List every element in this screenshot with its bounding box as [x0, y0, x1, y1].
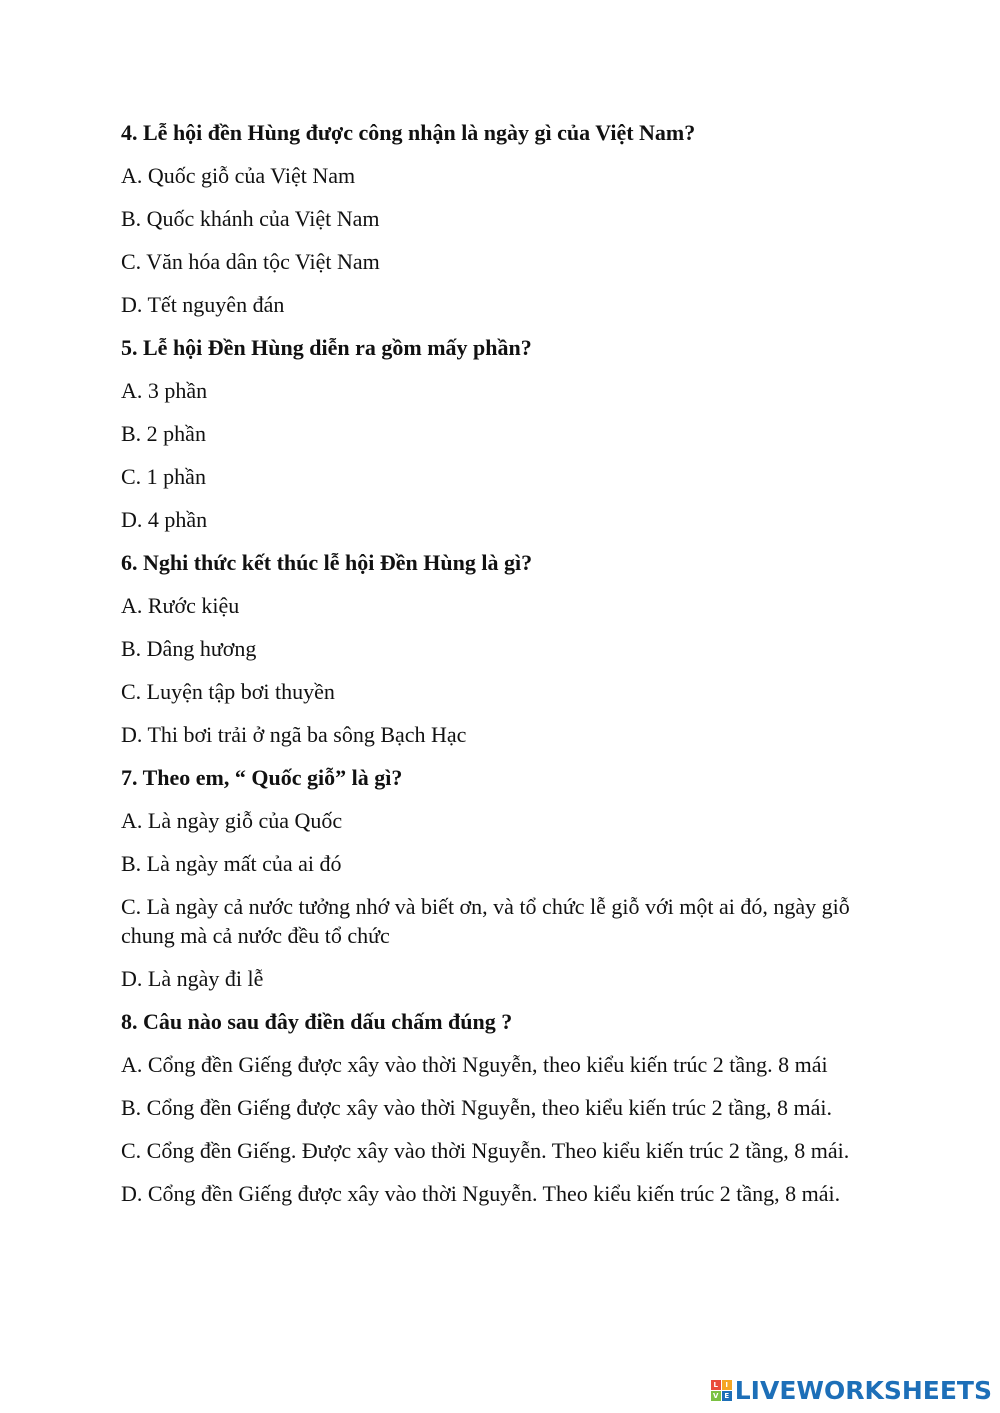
logo-wordmark: LIVEWORKSHEETS: [734, 1375, 992, 1405]
answer-option: B. Quốc khánh của Việt Nam: [121, 206, 380, 231]
answer-option: A. Quốc giỗ của Việt Nam: [121, 163, 356, 188]
logo-tile-i: I: [722, 1380, 732, 1390]
question-5: [121, 333, 901, 534]
answer-option: D. Là ngày đi lễ: [121, 966, 264, 991]
answer-option: C. Văn hóa dân tộc Việt Nam: [121, 249, 380, 274]
answer-option: D. Cổng đền Giếng được xây vào thời Nguyễn. Theo kiểu kiến trúc 2 tầng, 8 mái.: [121, 1181, 841, 1206]
answer-option: C. 1 phần: [121, 464, 206, 489]
question-7: [121, 763, 901, 993]
question-8: [121, 1007, 901, 1208]
question-title: 4. Lễ hội đền Hùng được công nhận là ngày gì của Việt Nam?: [121, 120, 696, 145]
logo-tile-l: L: [711, 1380, 721, 1390]
answer-option: B. 2 phần: [121, 421, 206, 446]
answer-option: D. 4 phần: [121, 507, 208, 532]
question-4: [121, 118, 901, 319]
answer-option: A. Cổng đền Giếng được xây vào thời Nguyễn, theo kiểu kiến trúc 2 tầng. 8 mái: [121, 1052, 828, 1077]
liveworksheets-logo[interactable]: [711, 1375, 992, 1405]
answer-option: A. 3 phần: [121, 378, 208, 403]
logo-tile-e: E: [722, 1391, 732, 1401]
answer-option: A. Rước kiệu: [121, 593, 240, 618]
question-title: 6. Nghi thức kết thúc lễ hội Đền Hùng là gì?: [121, 550, 533, 575]
answer-option: D. Tết nguyên đán: [121, 292, 285, 317]
answer-option: B. Dâng hương: [121, 636, 257, 661]
answer-option: B. Là ngày mất của ai đó: [121, 851, 342, 876]
question-6: [121, 548, 901, 749]
answer-option: C. Là ngày cả nước tưởng nhớ và biết ơn, và tổ chức lễ giỗ với một ai đó, ngày giỗ chung mà cả nước đều tổ chức: [121, 894, 850, 948]
worksheet-content: [121, 118, 901, 1222]
answer-option: C. Cổng đền Giếng. Được xây vào thời Nguyễn. Theo kiểu kiến trúc 2 tầng, 8 mái.: [121, 1138, 850, 1163]
answer-option: A. Là ngày giỗ của Quốc: [121, 808, 343, 833]
question-title: 8. Câu nào sau đây điền dấu chấm đúng ?: [121, 1009, 513, 1034]
answer-option: C. Luyện tập bơi thuyền: [121, 679, 335, 704]
logo-tile-v: V: [711, 1391, 721, 1401]
liveworksheets-logo-icon: [711, 1380, 732, 1401]
answer-option: D. Thi bơi trải ở ngã ba sông Bạch Hạc: [121, 722, 467, 747]
question-title: 7. Theo em, “ Quốc giỗ” là gì?: [121, 765, 403, 790]
question-title: 5. Lễ hội Đền Hùng diễn ra gồm mấy phần?: [121, 335, 532, 360]
answer-option: B. Cổng đền Giếng được xây vào thời Nguyễn, theo kiểu kiến trúc 2 tầng, 8 mái.: [121, 1095, 832, 1120]
